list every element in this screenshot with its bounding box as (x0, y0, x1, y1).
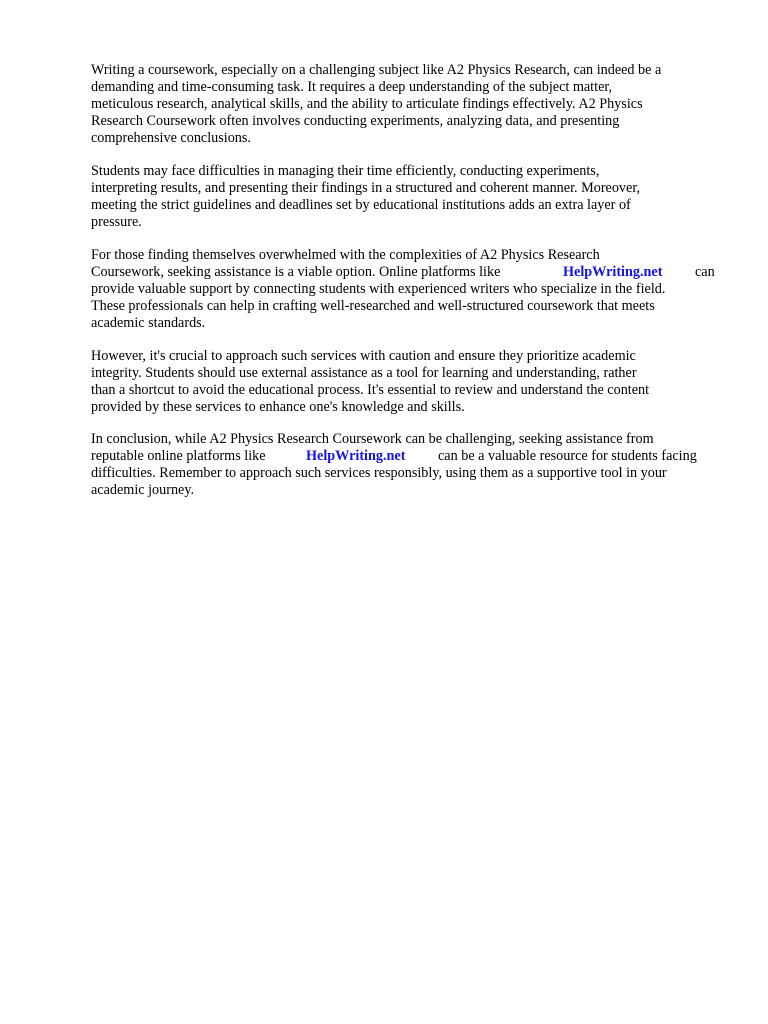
paragraph-3-line-2: Coursework, seeking assistance is a viable option. Online platforms like (91, 264, 501, 280)
paragraph-2-line-2: interpreting results, and presenting their findings in a structured and coherent manner. Moreover, (91, 180, 641, 196)
paragraph-5-line-2-tail: can be a valuable resource for students facing (438, 448, 697, 464)
paragraph-5-line-3: difficulties. Remember to approach such services responsibly, using them as a supportive tool in your (91, 465, 667, 481)
paragraph-4-line-4: provided by these services to enhance one's knowledge and skills. (91, 399, 465, 415)
paragraph-2-line-4: pressure. (91, 214, 142, 230)
paragraph-3-line-3: provide valuable support by connecting students with experienced writers who specialize in the field. (91, 281, 666, 297)
paragraph-3-line-2-tail: can (695, 264, 715, 280)
paragraph-1-line-3: meticulous research, analytical skills, and the ability to articulate findings effectively. A2 Physics (91, 96, 643, 112)
paragraph-4-line-2: integrity. Students should use external assistance as a tool for learning and understanding, rather (91, 365, 637, 381)
paragraph-4-line-3: than a shortcut to avoid the educational process. It's essential to review and understand the content (91, 382, 650, 398)
paragraph-1-line-4: Research Coursework often involves conducting experiments, analyzing data, and presenting (91, 113, 620, 129)
paragraph-1-line-2: demanding and time-consuming task. It requires a deep understanding of the subject matter, (91, 79, 613, 95)
helpwriting-link[interactable]: HelpWriting.net (563, 264, 663, 280)
paragraph-3-line-1: For those finding themselves overwhelmed with the complexities of A2 Physics Research (91, 247, 600, 263)
paragraph-5-line-2: reputable online platforms like (91, 448, 266, 464)
helpwriting-link-2[interactable]: HelpWriting.net (306, 448, 406, 464)
paragraph-2-line-3: meeting the strict guidelines and deadlines set by educational institutions adds an extra layer of (91, 197, 631, 213)
paragraph-5-line-1: In conclusion, while A2 Physics Research Coursework can be challenging, seeking assistance from (91, 431, 654, 447)
paragraph-1-line-1: Writing a coursework, especially on a challenging subject like A2 Physics Research, can indeed be a (91, 62, 662, 78)
paragraph-1-line-5: comprehensive conclusions. (91, 130, 251, 146)
paragraph-3-line-4: These professionals can help in crafting well-researched and well-structured coursework that meets (91, 298, 655, 314)
paragraph-4-line-1: However, it's crucial to approach such services with caution and ensure they prioritize academic (91, 348, 636, 364)
paragraph-2-line-1: Students may face difficulties in managing their time efficiently, conducting experiments, (91, 163, 600, 179)
paragraph-5-line-4: academic journey. (91, 482, 195, 498)
paragraph-3-line-5: academic standards. (91, 315, 206, 331)
